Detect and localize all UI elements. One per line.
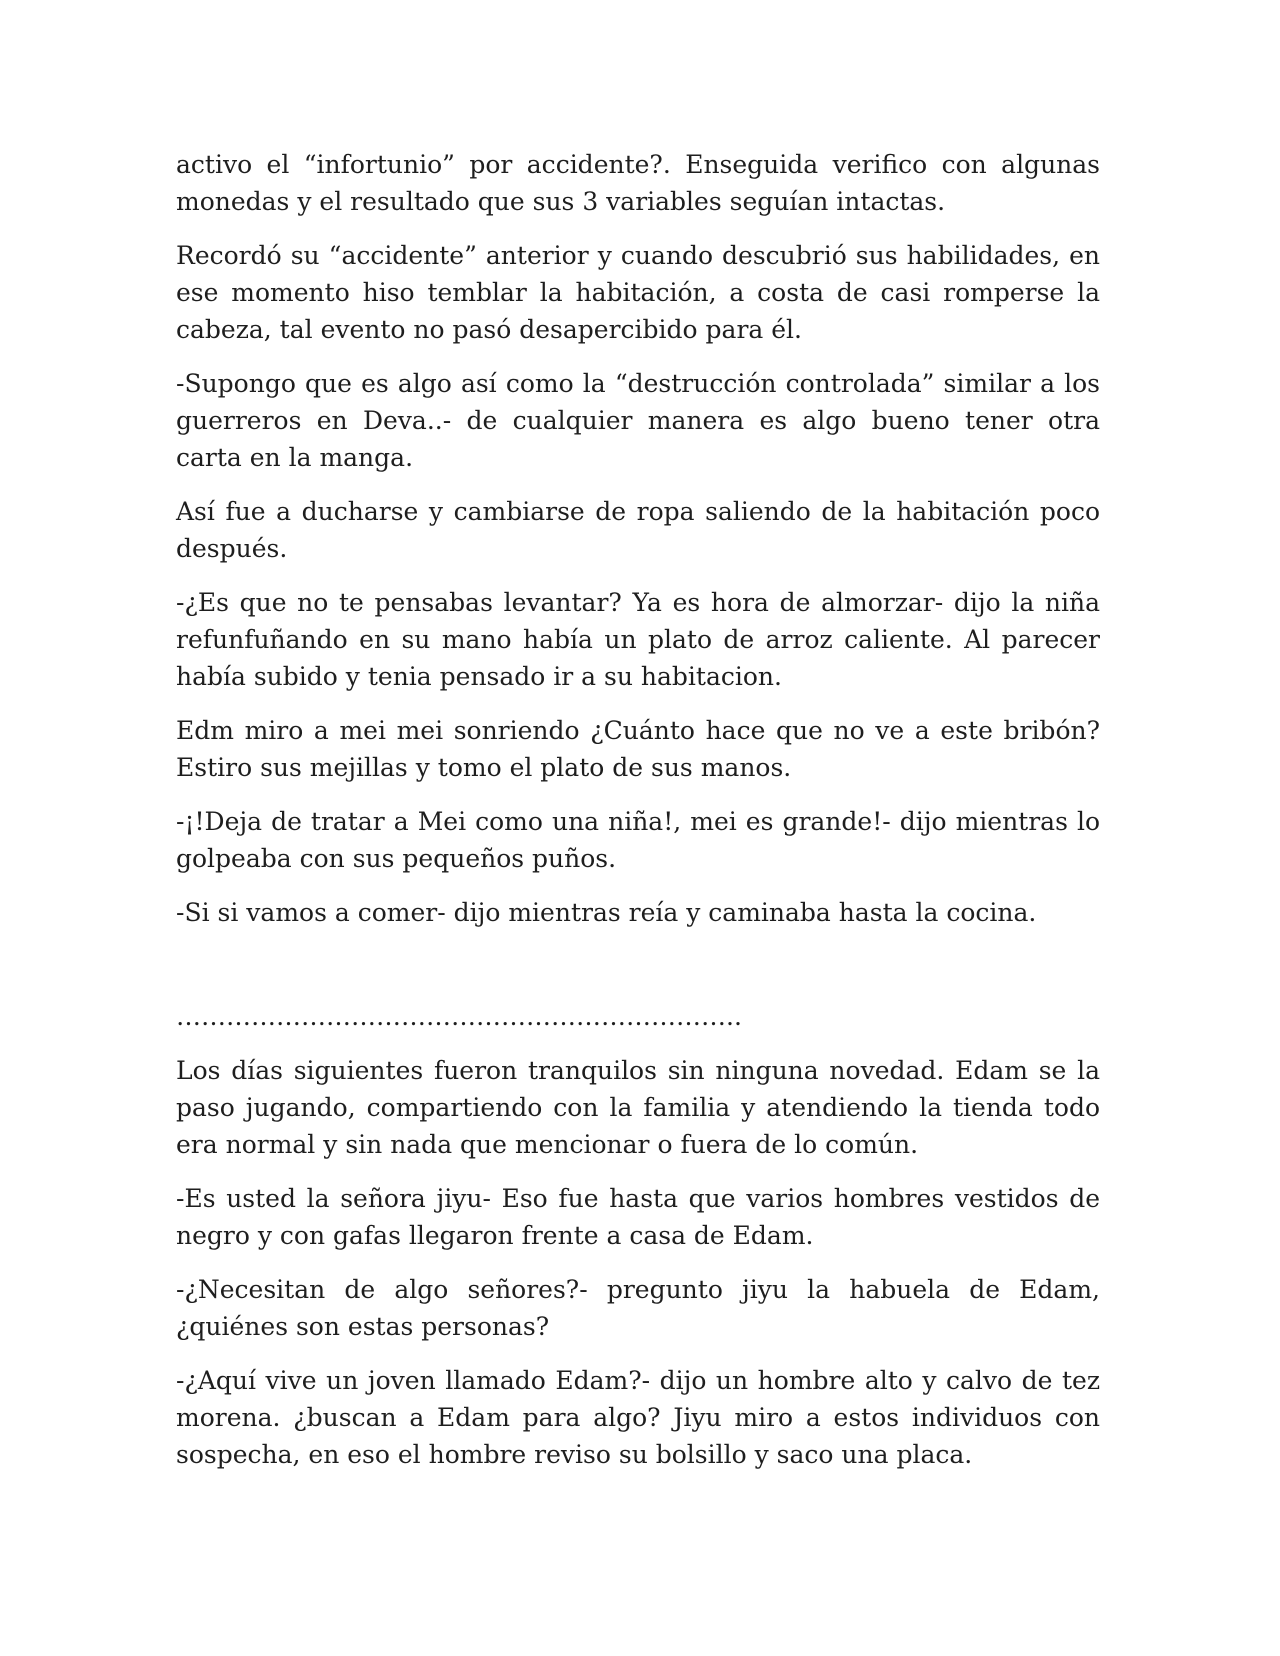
- paragraph: -¡!Deja de tratar a Mei como una niña!, mei es grande!- dijo mientras lo golpeaba con sus pequeños puños.: [176, 807, 1100, 873]
- paragraph: activo el “infortunio” por accidente?. Enseguida verifico con algunas monedas y el resultado que sus 3 variables seguían intactas.: [176, 150, 1100, 216]
- scene-separator: …………………………………………………………..: [176, 1002, 742, 1031]
- paragraph: Edm miro a mei mei sonriendo ¿Cuánto hace que no ve a este bribón? Estiro sus mejillas y tomo el plato de sus manos.: [176, 716, 1100, 782]
- paragraph: -¿Necesitan de algo señores?- pregunto jiyu la habuela de Edam, ¿quiénes son estas personas?: [176, 1275, 1100, 1341]
- paragraph: Así fue a ducharse y cambiarse de ropa saliendo de la habitación poco después.: [176, 497, 1100, 563]
- paragraph: Los días siguientes fueron tranquilos sin ninguna novedad. Edam se la paso jugando, compartiendo con la familia y atendiendo la tienda todo era normal y sin nada que mencionar o fuera de lo común.: [176, 1056, 1100, 1159]
- paragraph: -¿Aquí vive un joven llamado Edam?- dijo un hombre alto y calvo de tez morena. ¿buscan a Edam para algo? Jiyu miro a estos individuos con sospecha, en eso el hombre reviso su bolsillo y saco una placa.: [176, 1366, 1100, 1469]
- paragraph: Recordó su “accidente” anterior y cuando descubrió sus habilidades, en ese momento hiso temblar la habitación, a costa de casi romperse la cabeza, tal evento no pasó desapercibido para él.: [176, 241, 1100, 344]
- paragraph: -Supongo que es algo así como la “destrucción controlada” similar a los guerreros en Deva..- de cualquier manera es algo bueno tener otra carta en la manga.: [176, 369, 1100, 472]
- paragraph: -Es usted la señora jiyu- Eso fue hasta que varios hombres vestidos de negro y con gafas llegaron frente a casa de Edam.: [176, 1184, 1100, 1250]
- paragraph: -Si si vamos a comer- dijo mientras reía y caminaba hasta la cocina.: [176, 898, 1037, 927]
- paragraph: -¿Es que no te pensabas levantar? Ya es hora de almorzar- dijo la niña refunfuñando en su mano había un plato de arroz caliente. Al parecer había subido y tenia pensado ir a su habitacion.: [176, 588, 1100, 691]
- document-body: [176, 146, 1100, 1490]
